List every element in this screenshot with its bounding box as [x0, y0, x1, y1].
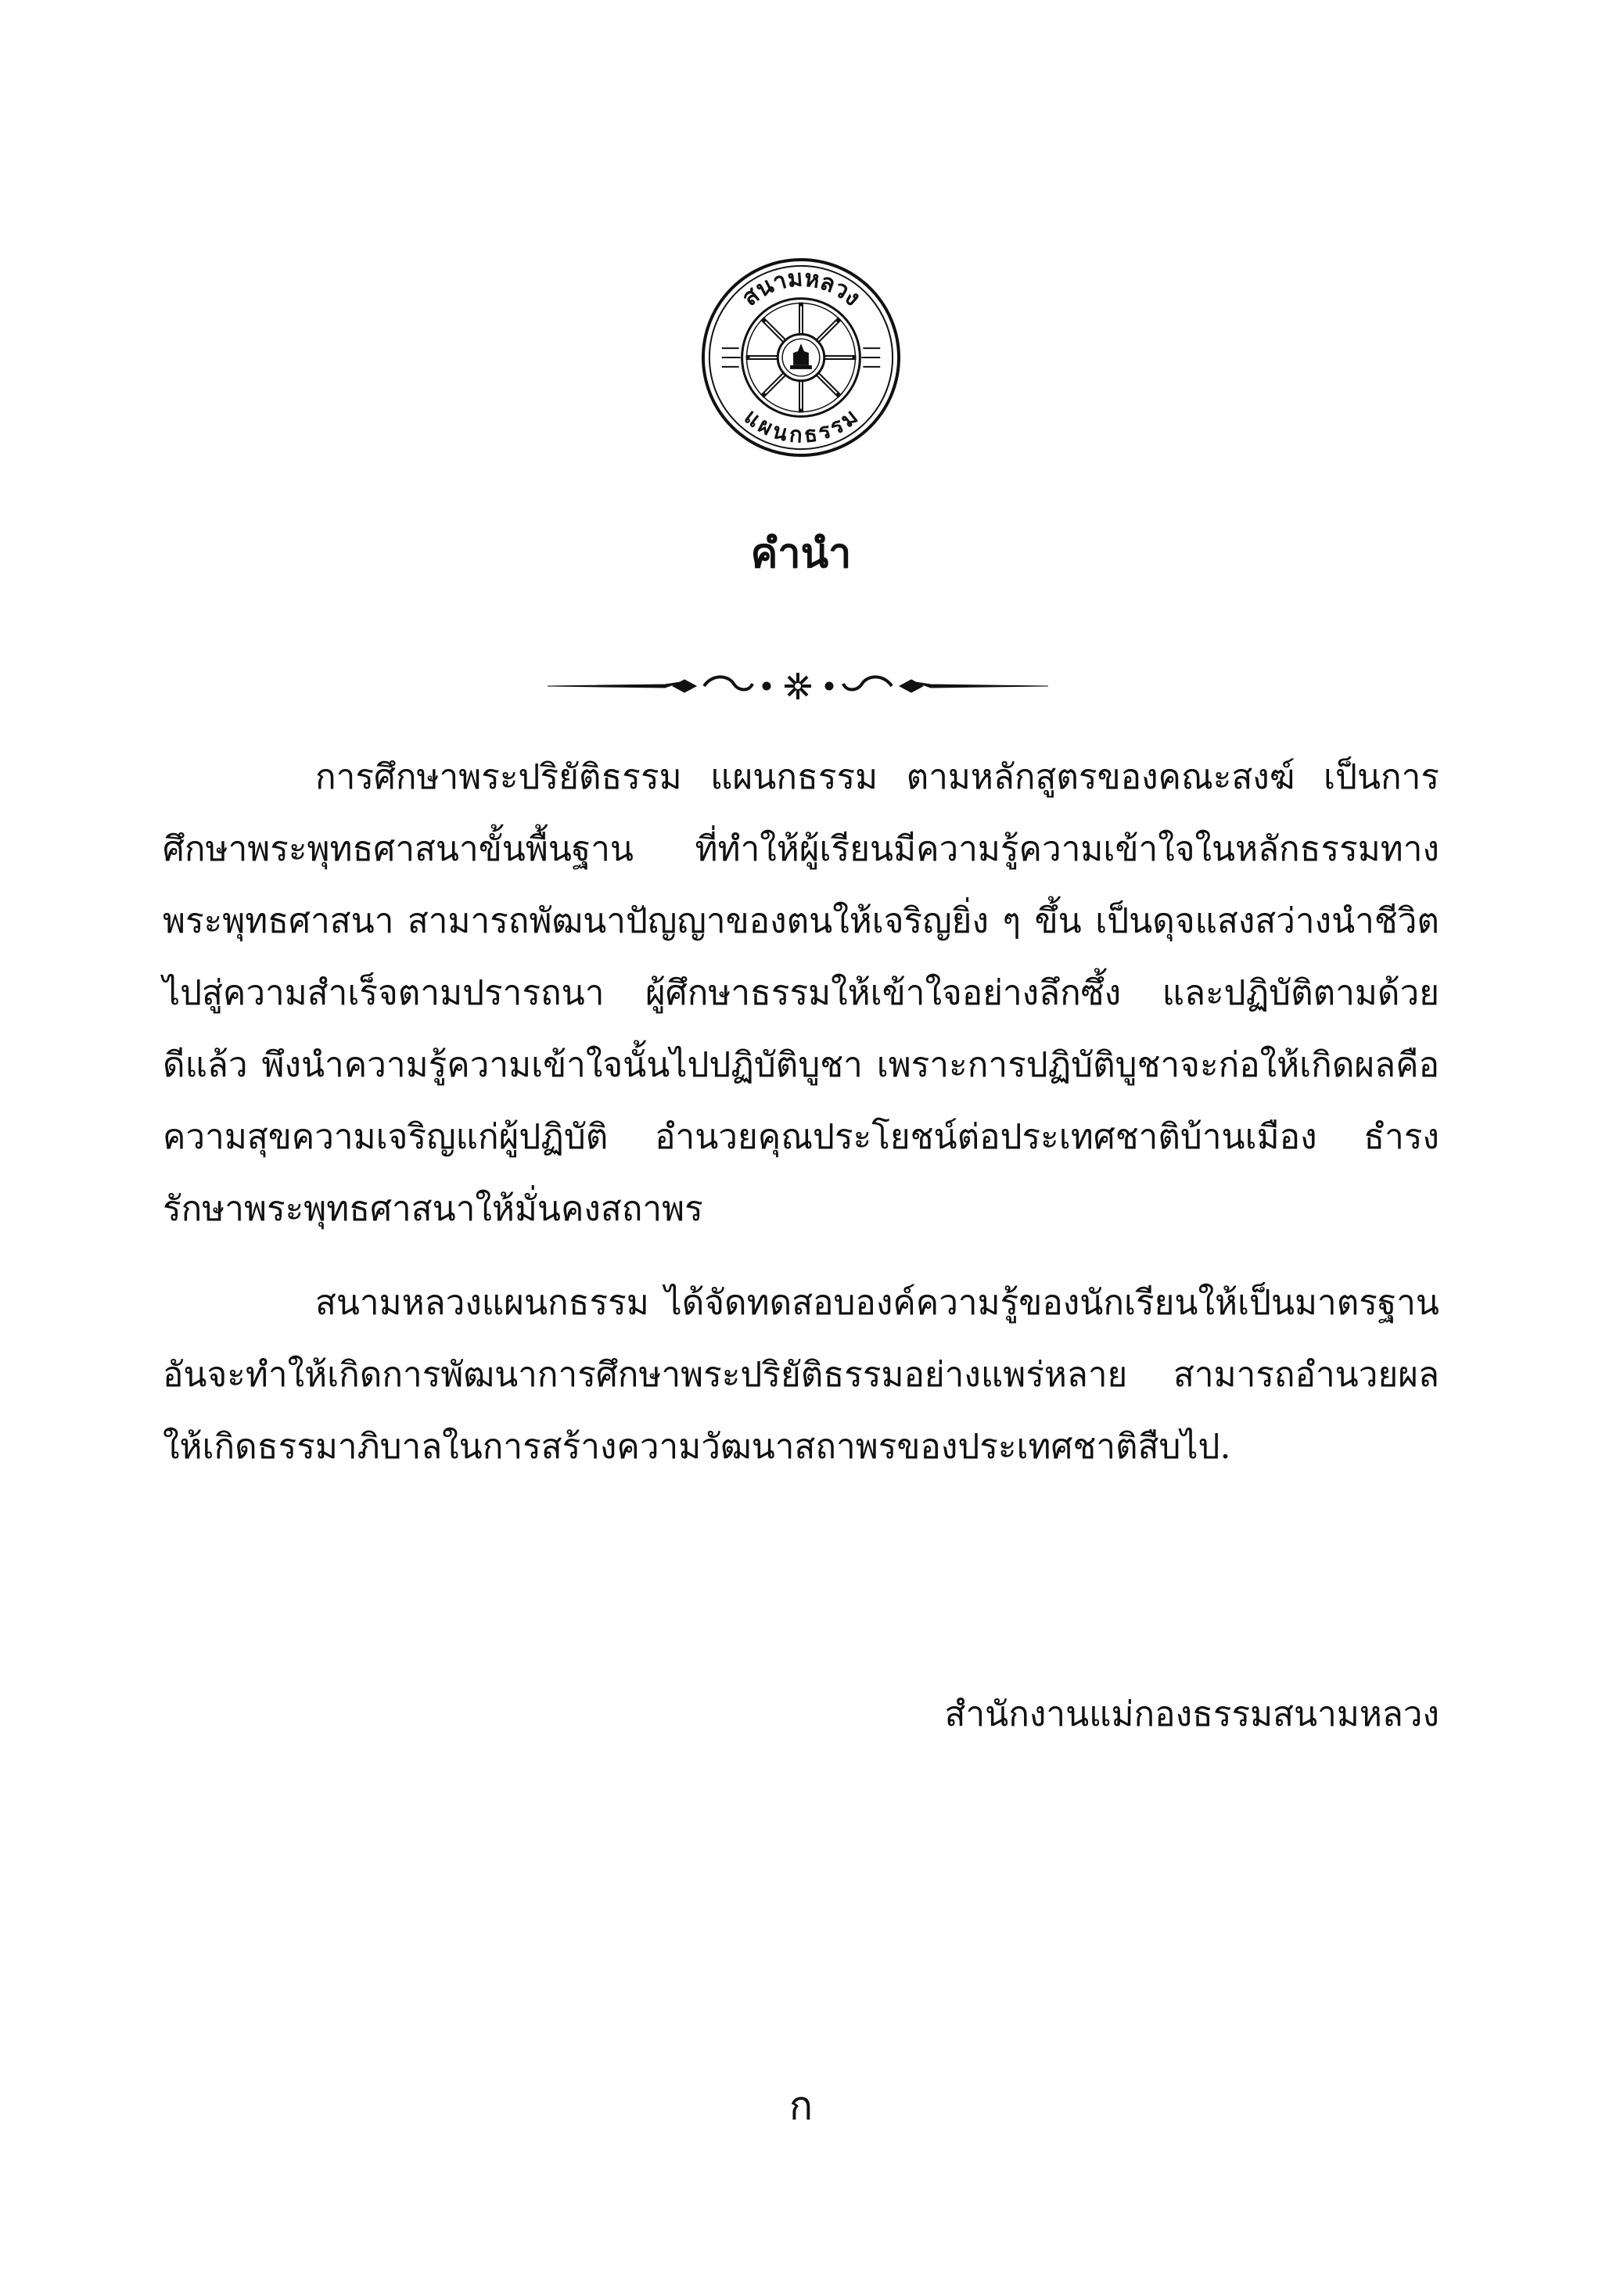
page-title: คำนำ	[750, 530, 852, 577]
foreword-paragraph-2: สนามหลวงแผนกธรรม ได้จัดทดสอบองค์ความรู้ของนักเรียนให้เป็นมาตรฐาน อันจะทำให้เกิดการพัฒนาการศึกษาพระปริยัติธรรมอย่างแพร่หลาย สามารถอำนวยผลให้เกิดธรรมาภิบาลในการสร้างความวัฒนาสถาพรของประเทศชาติสืบไป.	[163, 1283, 1439, 1467]
foreword-body	[163, 742, 1439, 1505]
foreword-paragraph-1: การศึกษาพระปริยัติธรรม แผนกธรรม ตามหลักสูตรของคณะสงฆ์ เป็นการศึกษาพระพุทธศาสนาขั้นพื้นฐาน ที่ทำให้ผู้เรียนมีความรู้ความเข้าใจในหลักธรรมทางพระพุทธศาสนา สามารถพัฒนาปัญญาของตนให้เจริญยิ่ง ๆ ขึ้น เป็นดุจแสงสว่างนำชีวิตไปสู่ความสำเร็จตามปรารถนา ผู้ศึกษาธรรมให้เข้าใจอย่างลึกซึ้ง และปฏิบัติตามด้วยดีแล้ว พึงนำความรู้ความเข้าใจนั้นไปปฏิบัติบูชา เพราะการปฏิบัติบูชาจะก่อให้เกิดผลคือความสุขความเจริญแก่ผู้ปฏิบัติ อำนวยคุณประโยชน์ต่อประเทศชาติบ้านเมือง ธำรงรักษาพระพุทธศาสนาให้มั่นคงสถาพร	[163, 757, 1439, 1229]
page-number: ก	[788, 2083, 814, 2129]
sanam-luang-dhamma-seal	[700, 257, 902, 458]
signature-office: สำนักงานแม่กองธรรมสนามหลวง	[944, 1694, 1439, 1734]
svg-text:สนามหลวง: สนามหลวง	[736, 264, 866, 312]
svg-text:แผนกธรรม: แผนกธรรม	[739, 403, 863, 448]
decorative-divider	[548, 667, 1048, 706]
